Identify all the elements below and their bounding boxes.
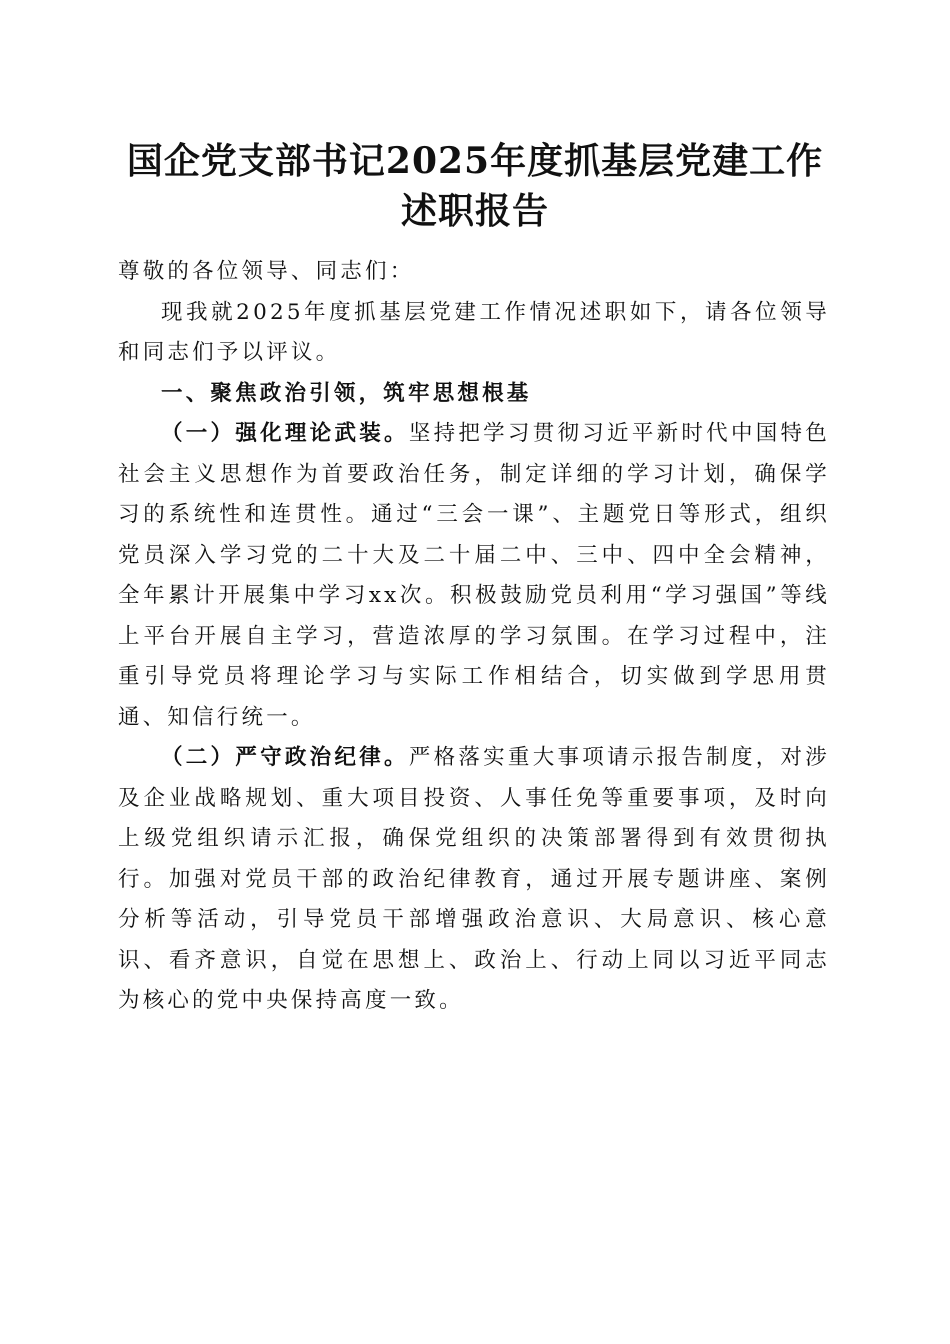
salutation: 尊敬的各位领导、同志们： [118,259,415,284]
paragraph-lead: （二）严守政治纪律。 [161,745,409,770]
paragraph-political-discipline [118,738,830,1022]
document-title: 国企党支部书记2025年度抓基层党建工作述职报告 [126,140,824,232]
paragraph-theory-study [118,414,830,738]
paragraph-text: 坚持把学习贯彻习近平新时代中国特色社会主义思想作为首要政治任务，制定详细的学习计划，确保学习的系统性和连贯性。通过“三会一课”、主题党日等形式，组织党员深入学习党的二十大及二十届二中、三中、四中全会精神，全年累计开展集中学习xx次。积极鼓励党员利用“学习强国”等线上平台开展自主学习，营造浓厚的学习氛围。在学习过程中，注重引导党员将理论学习与实际工作相结合，切实做到学思用贯通、知信行统一。 [118,421,830,730]
paragraph-lead: （一）强化理论武装。 [161,421,409,446]
intro-paragraph: 现我就2025年度抓基层党建工作情况述职如下，请各位领导和同志们予以评议。 [118,299,830,365]
section-heading: 一、聚焦政治引领，筑牢思想根基 [161,380,532,406]
document-body [118,252,830,1022]
paragraph-text: 严格落实重大事项请示报告制度，对涉及企业战略规划、重大项目投资、人事任免等重要事项，及时向上级党组织请示汇报，确保党组织的决策部署得到有效贯彻执行。加强对党员干部的政治纪律教育，通过开展专题讲座、案例分析等活动，引导党员干部增强政治意识、大局意识、核心意识、看齐意识，自觉在思想上、政治上、行动上同以习近平同志为核心的党中央保持高度一致。 [118,745,830,1013]
